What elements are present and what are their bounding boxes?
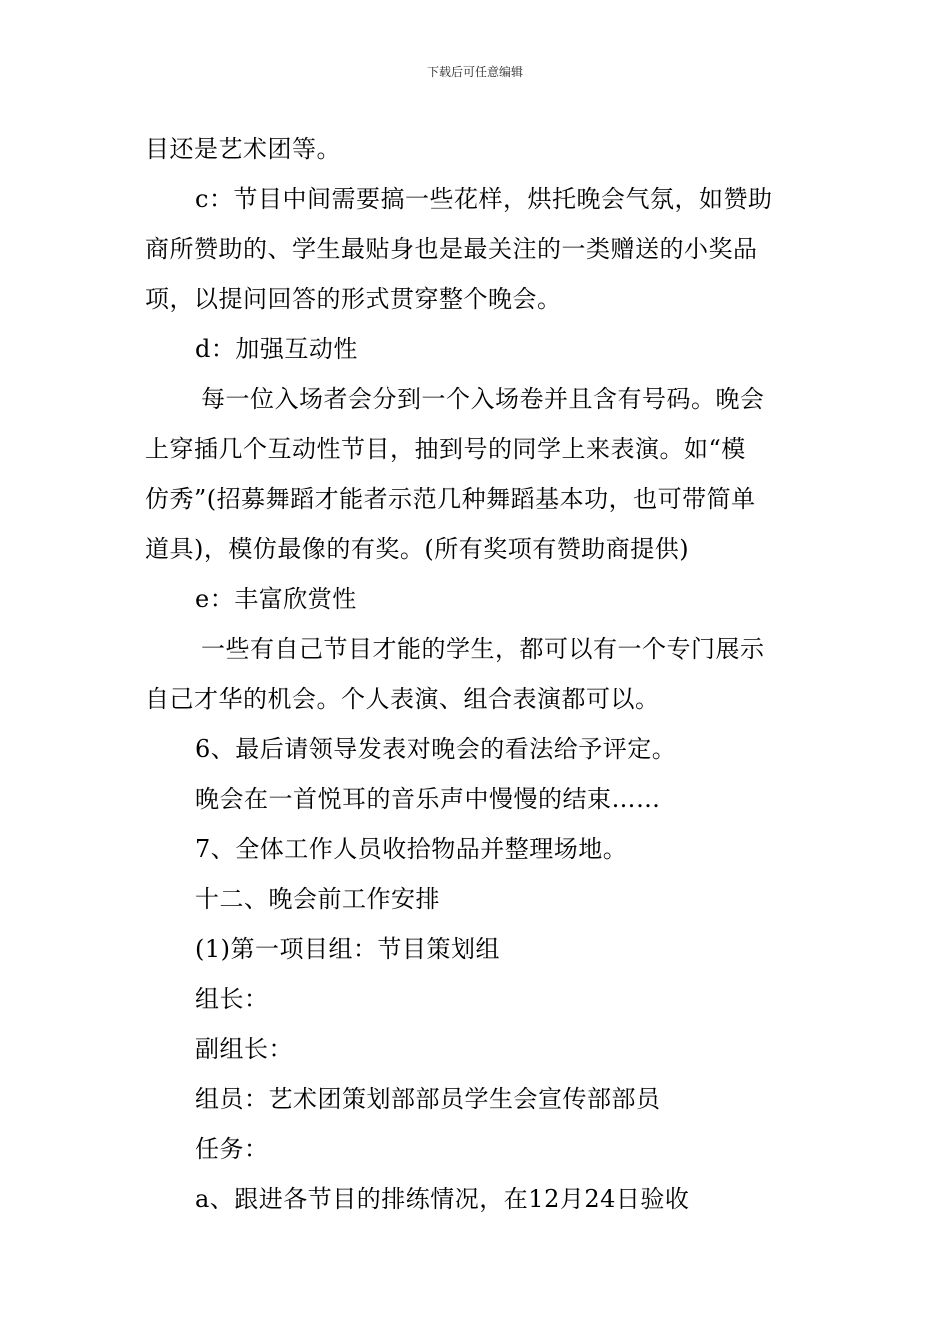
text-line: 晚会在一首悦耳的音乐声中慢慢的结束…… [195,785,661,813]
text-line: 目还是艺术团等。 [145,135,341,163]
text-line: 任务： [195,1135,269,1163]
text-line: 十二、晚会前工作安排 [195,885,440,913]
text-line: 7、全体工作人员收拾物品并整理场地。 [195,835,628,863]
text-line: 6、最后请领导发表对晚会的看法给予评定。 [195,735,677,763]
text-line: 道具)，模仿最像的有奖。(所有奖项有赞助商提供) [145,535,690,563]
text-line: 自己才华的机会。个人表演、组合表演都可以。 [145,685,660,713]
text-line: 每一位入场者会分到一个入场卷并且含有号码。晚会 [201,385,765,413]
text-line: c：节目中间需要搞一些花样，烘托晚会气氛，如赞助 [195,185,773,213]
text-line: 商所赞助的、学生最贴身也是最关注的一类赠送的小奖品 [145,235,758,263]
text-line: e：丰富欣赏性 [195,585,357,613]
text-line: 一些有自己节目才能的学生，都可以有一个专门展示 [201,635,765,663]
document-body [145,124,810,1224]
text-line: 组员：艺术团策划部部员学生会宣传部部员 [195,1085,661,1113]
text-line: a、跟进各节目的排练情况，在12月24日验收 [195,1185,690,1213]
text-line: 仿秀”(招募舞蹈才能者示范几种舞蹈基本功，也可带简单 [145,485,756,513]
text-line: 副组长： [195,1035,293,1063]
text-line: 上穿插几个互动性节目，抽到号的同学上来表演。如“模 [145,435,746,463]
page-header: 下载后可任意编辑 [426,65,523,79]
text-line: d：加强互动性 [195,335,358,363]
text-line: 组长： [195,985,269,1013]
text-line: 项，以提问回答的形式贯穿整个晚会。 [145,285,562,313]
text-line: (1)第一项目组：节目策划组 [195,935,500,963]
